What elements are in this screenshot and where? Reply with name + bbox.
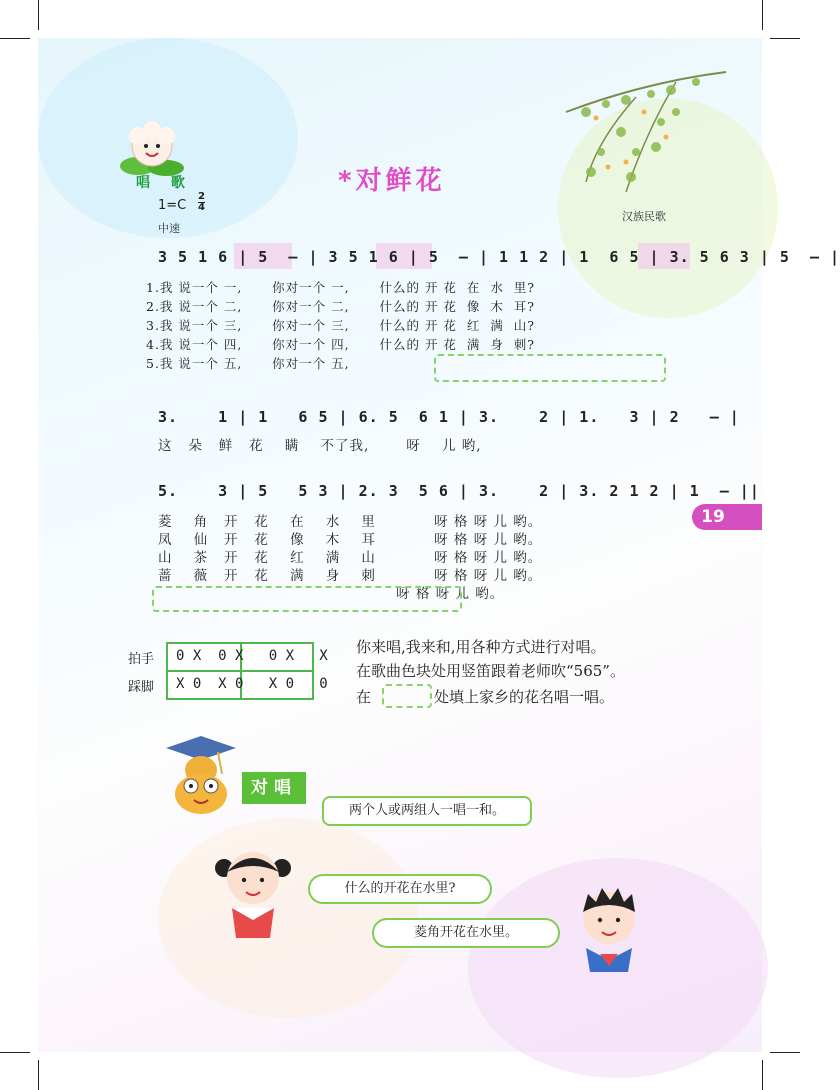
stomp-label: 踩脚 [128,680,155,695]
instruction-line-2: 在歌曲色块处用竖笛跟着老师吹“565”。 [356,662,625,680]
fill-in-blank-box[interactable] [152,586,462,612]
lyric-verse-2: 2.我 说一个 二, 你对一个 二, 什么的 开 花 像 木 耳? [146,299,535,314]
time-signature-bottom: 4 [198,202,205,213]
tempo-marking: 中速 [158,222,180,235]
crop-mark [38,0,39,30]
crop-mark [762,1060,763,1090]
lyric-verse-5: 5.我 说一个 五, 你对一个 五, [146,356,350,371]
section-label: 唱 歌 [136,175,193,191]
crop-mark [762,0,763,30]
lyric-line-2: 这 朵 鲜 花 瞒 不了我, 呀 儿 哟, [158,438,482,454]
instruction-line-3-prefix: 在 [356,688,372,706]
boy-speech-bubble: 菱角开花在水里。 [372,918,560,948]
lyric-verse-3: 3.我 说一个 三, 你对一个 三, 什么的 开 花 红 满 山? [146,318,535,333]
origin-label: 汉族民歌 [622,210,666,223]
clap-rhythm-row: 0 X 0 X 0 X X [176,648,328,664]
crop-mark [38,1060,39,1090]
girl-illustration [210,838,296,938]
textbook-page [38,38,840,1052]
duet-tag: 对唱 [242,772,306,804]
time-signature [198,192,205,213]
girl-speech-bubble: 什么的开花在水里? [308,874,492,904]
gourd-mascot-illustration [156,724,246,814]
boy-illustration [566,876,652,972]
flower-name-blank[interactable] [382,684,432,708]
lyric-verse-1: 1.我 说一个 一, 你对一个 一, 什么的 开 花 在 水 里? [146,280,535,295]
instruction-line-3-suffix: 处填上家乡的花名唱一唱。 [434,688,615,706]
notation-line-1: 3 5 1 6 | 5 — | 3 5 1 6 | 5 — | 1 1 2 | 1 6 5 | 3. 5 6 3 | 5 — | [158,248,840,266]
key-signature: 1=C [158,198,187,213]
crop-mark [770,1052,800,1053]
lyric-line-3-verse-4: 蔷 薇 开 花 满 身 刺 呀 格 呀 儿 哟。 [158,568,543,584]
crop-mark [0,38,30,39]
rhythm-pattern-table [166,642,328,700]
clap-label: 拍手 [128,652,155,667]
duet-description: 两个人或两组人一唱一和。 [322,796,532,826]
lyric-line-3-verse-5: 呀 格 呀 儿 哟。 [158,586,505,602]
page-number: 19 [701,507,725,527]
notation-line-3: 5. 3 | 5 5 3 | 2. 3 5 6 | 3. 2 | 3. 2 1 2 | 1 — || [158,482,760,500]
crop-mark [770,38,800,39]
stomp-rhythm-row: X 0 X 0 X 0 0 [176,676,328,692]
lyric-line-3-verse-2: 凤 仙 开 花 像 木 耳 呀 格 呀 儿 哟。 [158,532,543,548]
notation-line-2: 3. 1 | 1 6 5 | 6. 5 6 1 | 3. 2 | 1. 3 | 2 — | [158,408,740,426]
lyric-line-3-verse-1: 菱 角 开 花 在 水 里 呀 格 呀 儿 哟。 [158,514,543,530]
instruction-line-1: 你来唱,我来和,用各种方式进行对唱。 [356,638,606,656]
song-title: *对鲜花 [338,166,446,196]
fill-in-blank-box[interactable] [434,354,666,382]
crop-mark [0,1052,30,1053]
time-signature-top: 2 [198,191,205,202]
lyric-verse-4: 4.我 说一个 四, 你对一个 四, 什么的 开 花 满 身 刺? [146,337,535,352]
lyric-line-3-verse-3: 山 茶 开 花 红 满 山 呀 格 呀 儿 哟。 [158,550,543,566]
blossom-branch-illustration [526,52,726,212]
